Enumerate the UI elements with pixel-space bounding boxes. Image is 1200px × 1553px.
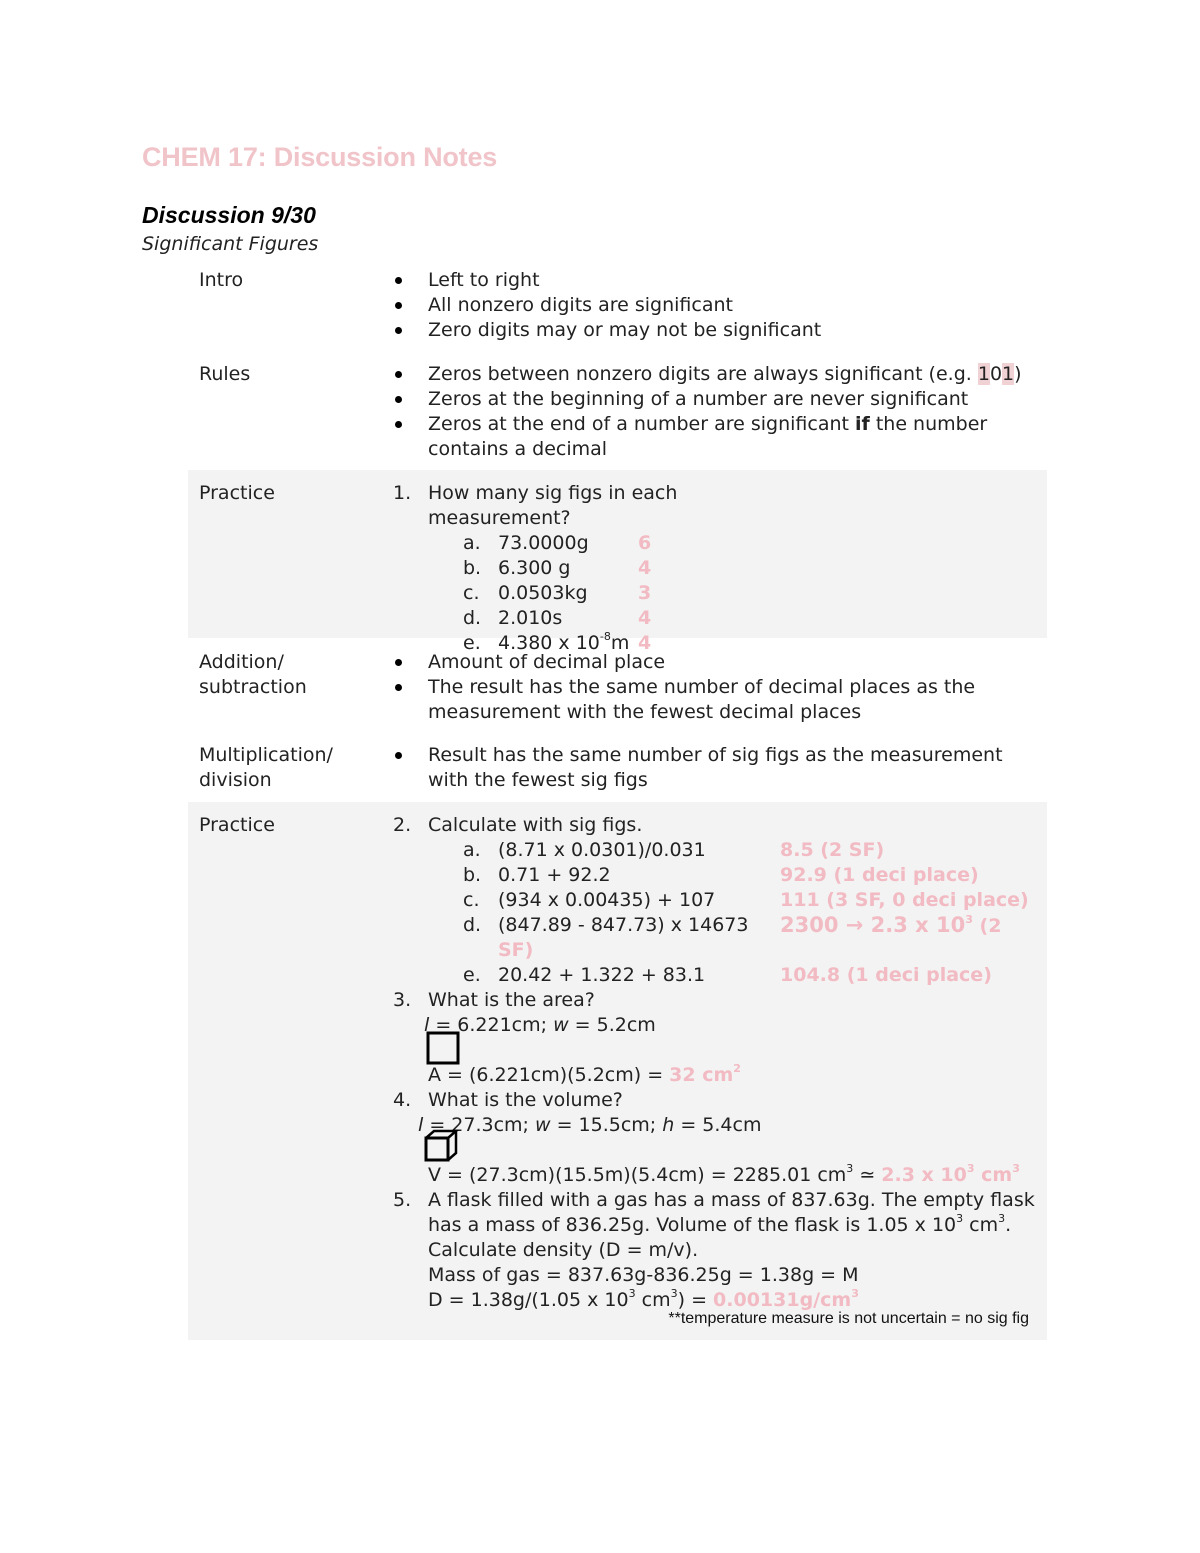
list-item: b. 6.300 g 4	[463, 557, 652, 579]
bullet-icon	[395, 371, 402, 378]
multiplication-division-row	[188, 743, 1047, 799]
list-item: e. 20.42 + 1.322 + 83.1 104.8 (1 deci place)	[463, 964, 992, 986]
intro-label: Intro	[199, 269, 244, 291]
addition-subtraction-row	[188, 650, 1047, 730]
list-item: Zeros at the beginning of a number are never significant	[388, 387, 1038, 412]
mass-calculation: Mass of gas = 837.63g-836.25g = 1.38g = M	[428, 1264, 859, 1286]
answer: 92.9 (1 deci place)	[780, 864, 979, 886]
bullet-icon	[395, 684, 402, 691]
addition-subtraction-content	[388, 650, 1038, 725]
practice-row-2	[188, 802, 1047, 1340]
footnote: **temperature measure is not uncertain = no sig fig	[668, 1310, 1029, 1327]
volume-calculation: V = (27.3cm)(15.5m)(5.4cm) = 2285.01 $cm^3$ ≃ 2.3 x $10^3$ $cm^3$	[428, 1162, 1020, 1186]
list-item: Left to right	[388, 268, 1038, 293]
question: 5. A flask filled with a gas has a mass of 837.63g. The empty flask	[393, 1189, 1035, 1211]
bullet-icon	[395, 421, 402, 428]
area-dimensions: l = 6.221cm; w = 5.2cm	[388, 1013, 1038, 1063]
practice-row-1	[188, 470, 1047, 654]
list-item: Zeros at the end of a number are significant if the number contains a decimal	[388, 412, 1038, 462]
list-item: The result has the same number of decimal places as the measurement with the fewest decimal places	[388, 675, 1038, 725]
rules-content	[388, 362, 1038, 462]
list-item: c. (934 x 0.00435) + 107 111 (3 SF, 0 deci place)	[463, 889, 1029, 911]
list-item: b. 0.71 + 92.2 92.9 (1 deci place)	[463, 864, 979, 886]
list-item: Zero digits may or may not be significant	[388, 318, 1038, 343]
highlight-mark: 1	[1002, 363, 1015, 385]
intro-content	[388, 268, 1038, 343]
multiplication-division-content	[388, 743, 1038, 793]
highlight-mark: 1	[977, 363, 990, 385]
bullet-icon	[395, 752, 402, 759]
rules-row	[188, 362, 1047, 462]
question: 4. What is the volume?	[393, 1089, 623, 1111]
answer: 111 (3 SF, 0 deci place)	[780, 889, 1029, 911]
bullet-icon	[395, 396, 402, 403]
practice-1-content	[388, 481, 688, 656]
addition-subtraction-label: Addition/ subtraction	[199, 651, 307, 698]
list-item: e. 4.380 x $10^{-8}m$ 4	[463, 630, 652, 654]
question: 1. How many sig figs in each measurement?	[393, 482, 678, 529]
answer: 4	[638, 557, 652, 579]
answer: 4	[638, 607, 652, 629]
answer: 104.8 (1 deci place)	[780, 964, 992, 986]
practice-label: Practice	[199, 814, 275, 836]
answer: 4	[638, 632, 652, 654]
list-item: a. 73.0000g 6	[463, 532, 652, 554]
section-subheading: Significant Figures	[142, 233, 319, 255]
volume-dimensions: l = 27.3cm; w = 15.5cm; h = 5.4cm	[388, 1113, 1038, 1163]
list-item: a. (8.71 x 0.0301)/0.031 8.5 (2 SF)	[463, 839, 885, 861]
list-item: d. 2.010s 4	[463, 607, 652, 629]
answer: 2300 → 2.3 x $10^3$ (2	[780, 913, 1002, 937]
bullet-icon	[395, 327, 402, 334]
multiplication-division-label: Multiplication/ division	[199, 744, 333, 791]
cube-icon	[424, 1129, 460, 1163]
square-icon	[426, 1031, 460, 1065]
answer: 6	[638, 532, 652, 554]
bullet-icon	[395, 277, 402, 284]
list-item: Amount of decimal place	[388, 650, 1038, 675]
practice-label: Practice	[199, 482, 275, 504]
question-text: Calculate density (D = m/v).	[428, 1239, 699, 1261]
list-item: Result has the same number of sig figs as the measurement with the fewest sig figs	[388, 743, 1038, 793]
question: 3. What is the area?	[393, 989, 595, 1011]
section-heading: Discussion 9/30	[142, 202, 316, 228]
density-calculation: D = 1.38g/(1.05 x $10^3$ $cm^3) = 0.00131g/cm^3$	[428, 1287, 859, 1311]
list-item: All nonzero digits are significant	[388, 293, 1038, 318]
intro-row	[188, 268, 1047, 348]
list-item: d. (847.89 - 847.73) x 14673 2300 → 2.3 x $10^3$ (2 SF)	[463, 913, 1002, 961]
rules-label: Rules	[199, 363, 251, 385]
answer: 8.5 (2 SF)	[780, 839, 885, 861]
area-calculation: A = (6.221cm)(5.2cm) = 32 $cm^2$	[428, 1062, 741, 1086]
question-text: has a mass of 836.25g. Volume of the flask is 1.05 x $10^3$ $cm^3$.	[428, 1212, 1012, 1236]
question: 2. Calculate with sig figs.	[393, 814, 643, 836]
list-item: Zeros between nonzero digits are always significant (e.g. 101)	[388, 362, 1038, 387]
bullet-icon	[395, 302, 402, 309]
bullet-icon	[395, 659, 402, 666]
list-item: c. 0.0503kg 3	[463, 582, 652, 604]
page-title: CHEM 17: Discussion Notes	[142, 142, 498, 172]
answer: 3	[638, 582, 652, 604]
practice-2-content	[388, 813, 1038, 1313]
